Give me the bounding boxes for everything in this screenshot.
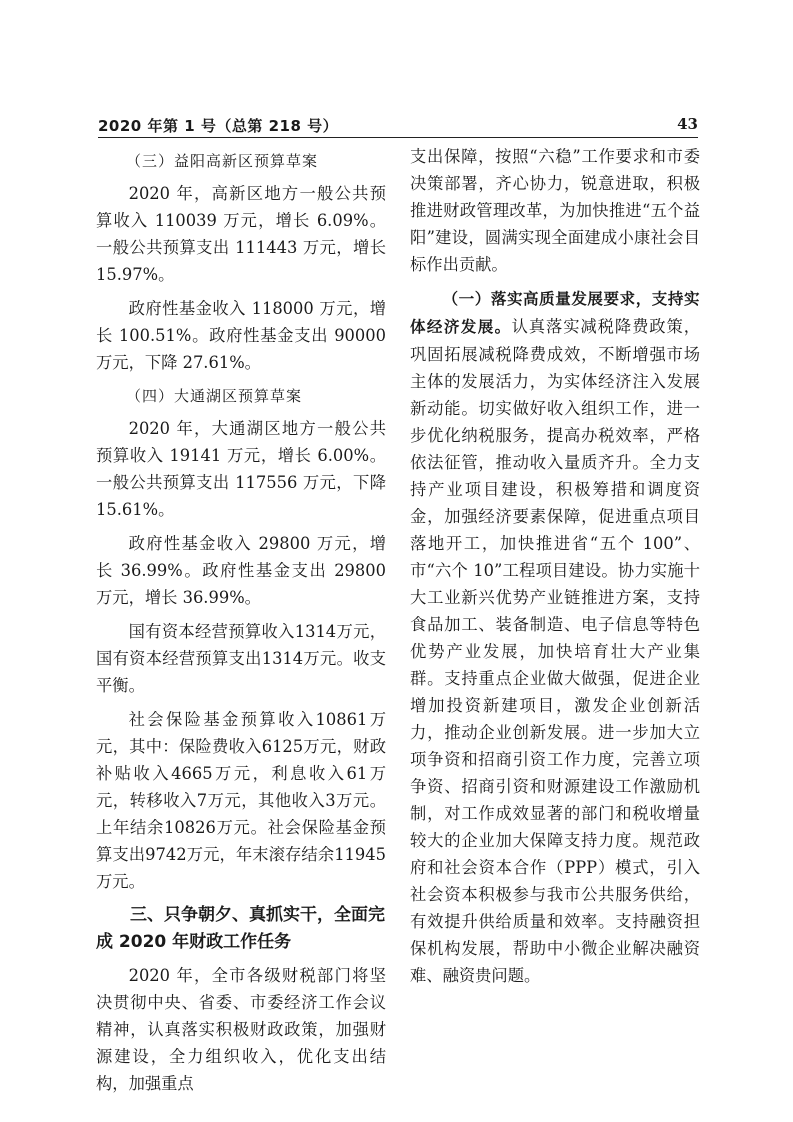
- paragraph-gaoxin-general-budget: 2020 年，高新区地方一般公共预算收入 110039 万元，增长 6.09%。一般公共预算支出 111443 万元，增长 15.97%。: [96, 184, 386, 284]
- paragraph-state-capital-budget: 国有资本经营预算收入1314万元，国有资本经营预算支出1314万元。收支平衡。: [96, 622, 386, 695]
- item-one-body: 认真落实减税降费政策，巩固拓展减税降费成效，不断增强市场主体的发展活力，为实体经济注入发展新动能。切实做好收入组织工作，进一步优化纳税服务，提高办税效率，严格依法征管，推动收入量质齐升。全力支持产业项目建设，积极筹措和调度资金，加强经济要素保障，促进重点项目落地开工，加快推进省“五个 100”、市“六个 10”工程项目建设。协力实施十大工业新兴优势产业链推进方案，支持食品加工、装备制造、电子信息等特色优势产业发展，加快培育壮大产业集群。支持重点企业做大做强，促进企业增加投资新建项目，激发企业创新活力，推动企业创新发展。进一步加大立项争资和招商引资工作力度，完善立项争资、招商引资和财源建设工作激励机制，对工作成效显著的部门和税收增量较大的企业加大保障支持力度。规范政府和社会资本合作（PPP）模式，引入社会资本积极参与我市公共服务供给，有效提升供给质量和效率。支持融资担保机构发展，帮助中小微企业解决融资难、融资贵问题。: [410, 317, 700, 985]
- paragraph-datonghu-fund-budget: 政府性基金收入 29800 万元，增长 36.99%。政府性基金支出 29800 万元，增长 36.99%。: [96, 534, 386, 607]
- left-column: [96, 143, 386, 1104]
- paragraph-datonghu-general-budget: 2020 年，大通湖区地方一般公共预算收入 19141 万元，增长 6.00%。一般公共预算支出 117556 万元，下降 15.61%。: [96, 419, 386, 519]
- right-column: [410, 143, 700, 996]
- paragraph-gaoxin-fund-budget: 政府性基金收入 118000 万元，增长 100.51%。政府性基金支出 90000 万元，下降 27.61%。: [96, 299, 386, 372]
- paragraph-item-one: [410, 285, 700, 989]
- paragraph-continuation: 支出保障，按照“六稳”工作要求和市委决策部署，齐心协力，锐意进取，积极推进财政管理改革，为加快推进“五个益阳”建设，圆满实现全面建成小康社会目标作出贡献。: [410, 147, 700, 274]
- section-heading-gaoxin: （三）益阳高新区预算草案: [126, 152, 319, 170]
- paragraph-part-three-intro: 2020 年，全市各级财税部门将坚决贯彻中央、省委、市委经济工作会议精神，认真落实积极财政政策，加强财源建设，全力组织收入，优化支出结构，加强重点: [96, 966, 386, 1093]
- issue-label: 2020 年第 1 号（总第 218 号）: [98, 117, 339, 135]
- running-header: [98, 113, 698, 135]
- header-rule: [98, 137, 698, 138]
- item-one-lead: （一）落实高质量发展要求，支持实体经济发展。: [410, 290, 700, 336]
- part-three-heading: 三、只争朝夕、真抓实干，全面完成 2020 年财政工作任务: [96, 905, 385, 952]
- paragraph-social-insurance-budget: 社会保险基金预算收入10861万元，其中：保险费收入6125万元，财政补贴收入4665万元，利息收入61万元，转移收入7万元，其他收入3万元。上年结余10826万元。社会保险基金预算支出9742万元，年末滚存结余11945万元。: [96, 710, 386, 891]
- section-heading-datonghu: （四）大通湖区预算草案: [126, 387, 303, 405]
- page-number: 43: [677, 115, 698, 133]
